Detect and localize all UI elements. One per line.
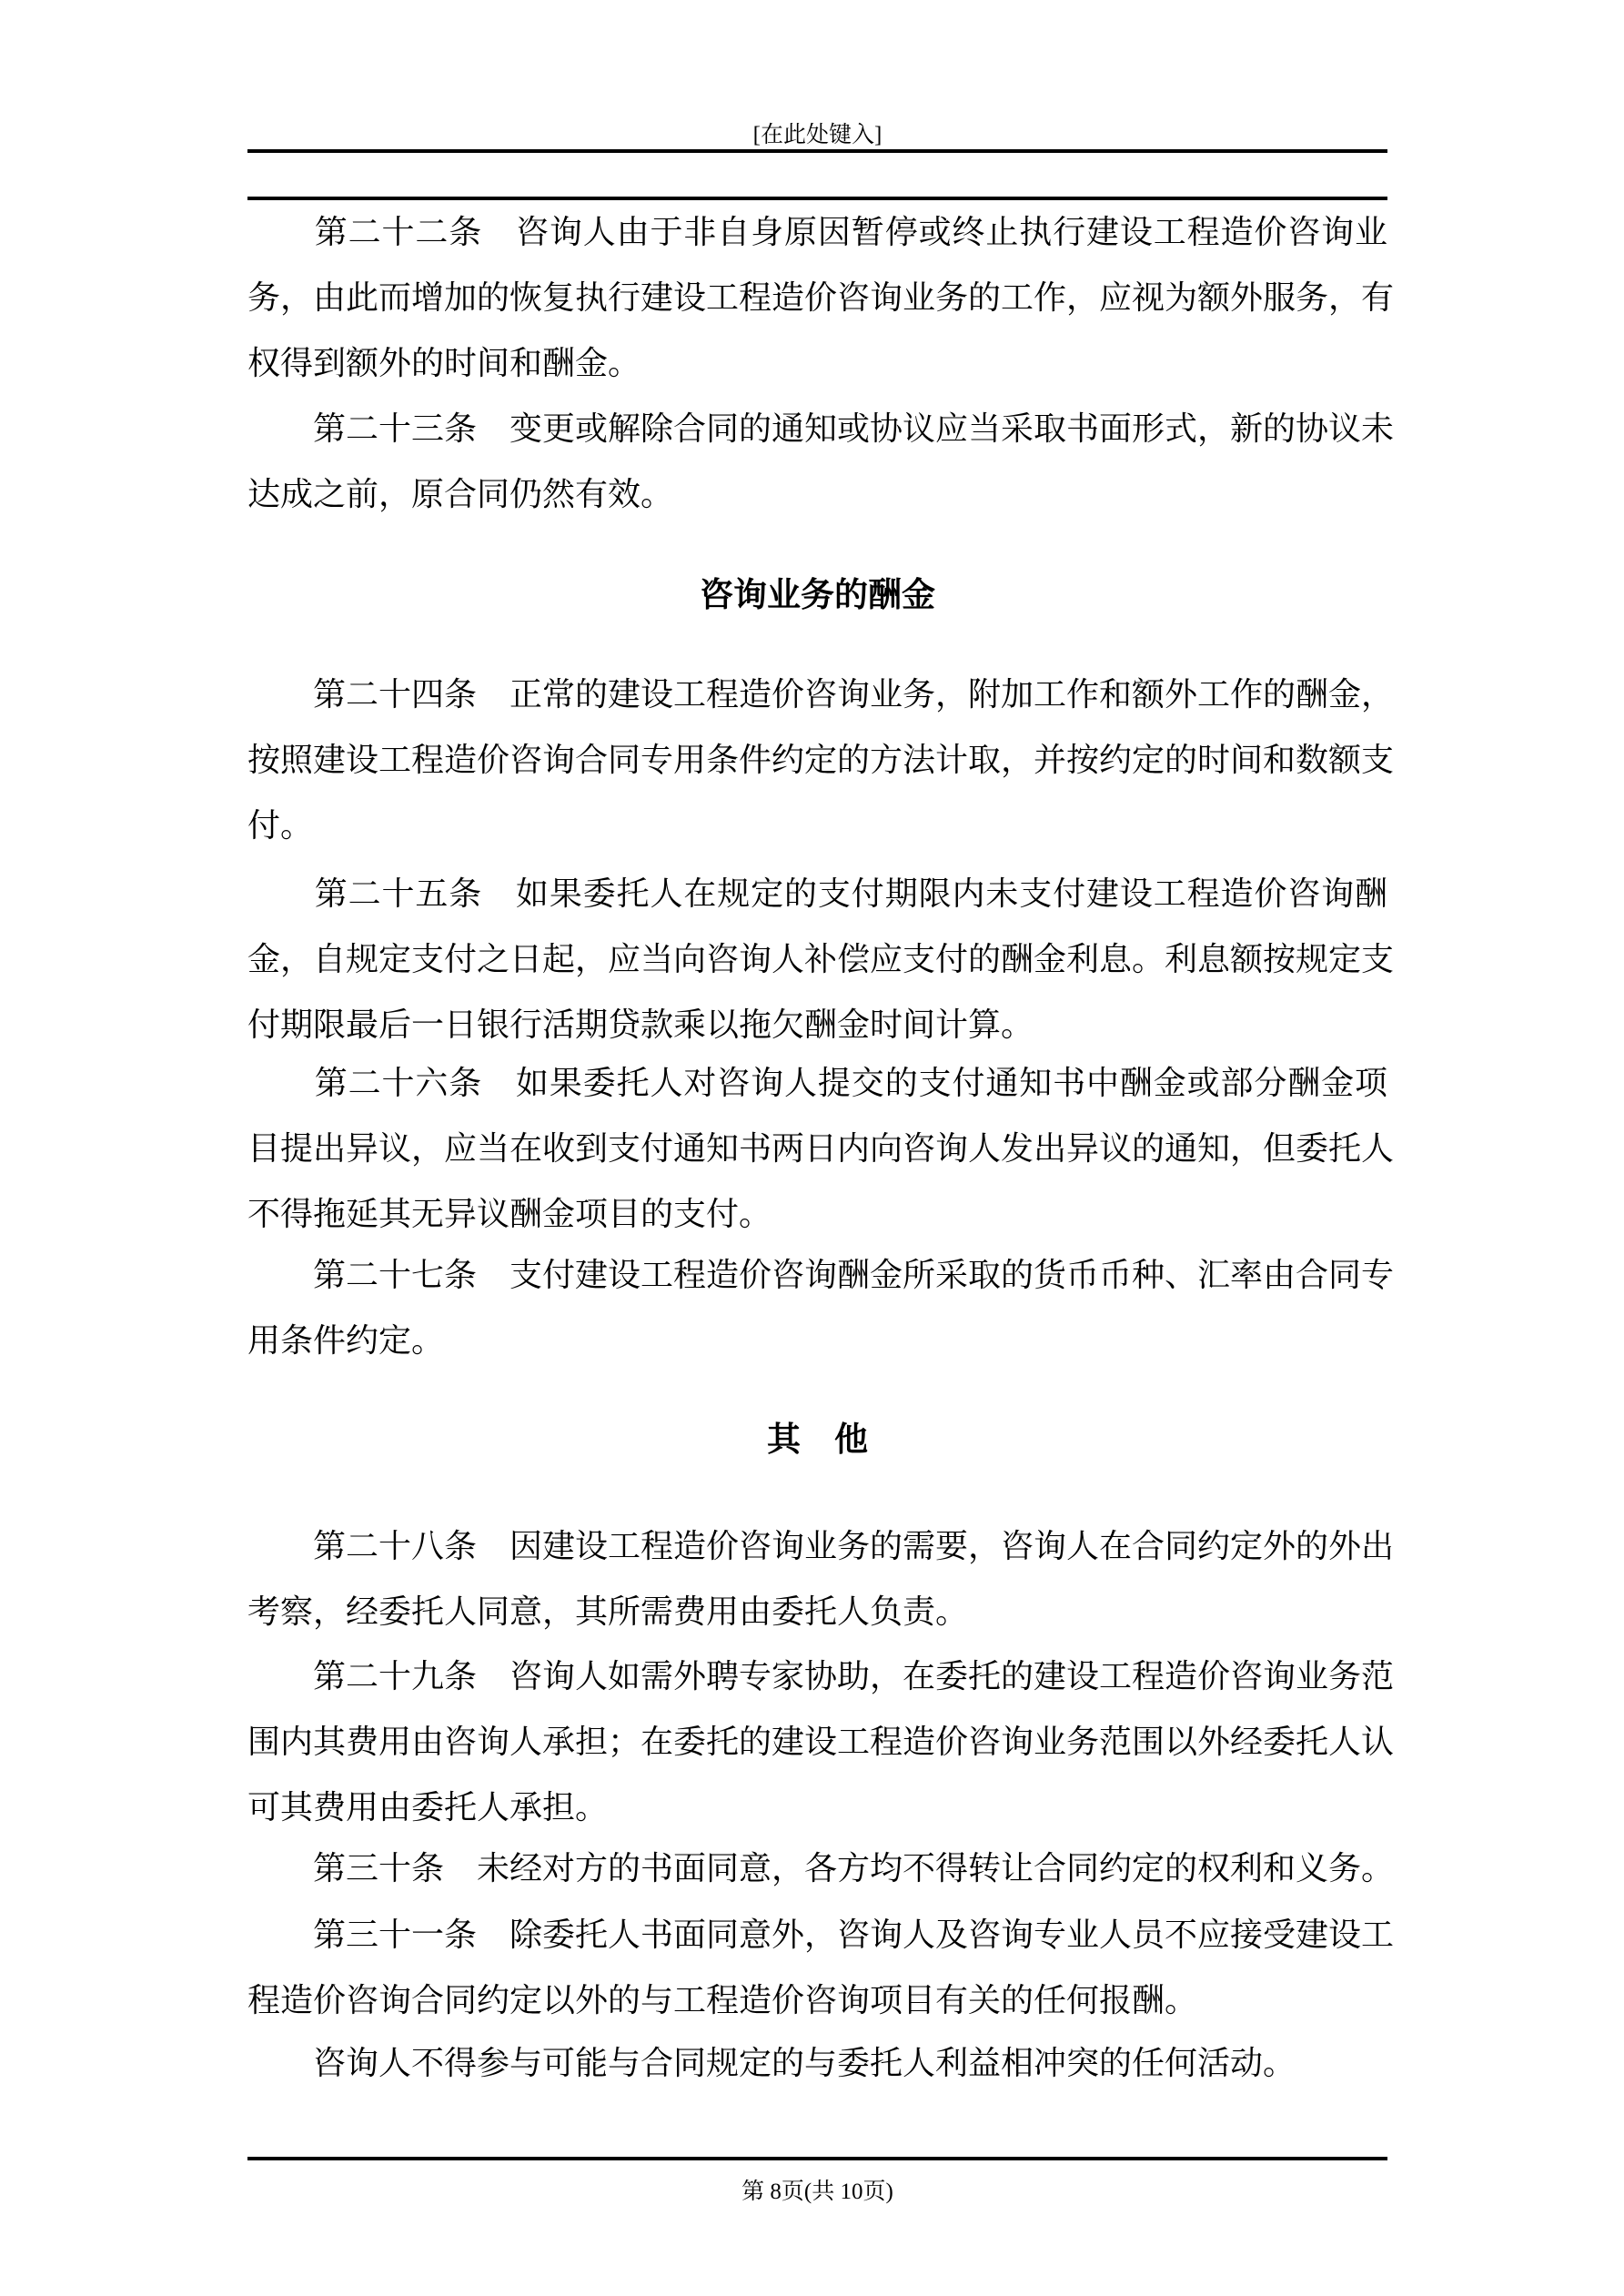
paragraph-line: 金，自规定支付之日起，应当向咨询人补偿应支付的酬金利息。利息额按规定支 xyxy=(247,941,1395,977)
paragraph-line: 考察，经委托人同意，其所需费用由委托人负责。 xyxy=(247,1593,969,1630)
paragraph-line: 可其费用由委托人承担。 xyxy=(247,1789,609,1826)
page-header-text: [在此处键入] xyxy=(752,123,883,147)
page-number: 第 8页(共 10页) xyxy=(741,2180,893,2204)
paragraph-line: 按照建设工程造价咨询合同专用条件约定的方法计取，并按约定的时间和数额支 xyxy=(247,742,1395,778)
paragraph-line: 第三十条 未经对方的书面同意，各方均不得转让合同约定的权利和义务。 xyxy=(247,1850,1395,1886)
paragraph-line: 目提出异议，应当在收到支付通知书两日内向咨询人发出异议的通知，但委托人 xyxy=(247,1130,1395,1167)
paragraph-line: 咨询人不得参与可能与合同规定的与委托人利益相冲突的任何活动。 xyxy=(247,2045,1296,2081)
paragraph-line: 第二十四条 正常的建设工程造价咨询业务，附加工作和额外工作的酬金， xyxy=(247,676,1395,713)
paragraph-line: 第二十八条 因建设工程造价咨询业务的需要，咨询人在合同约定外的外出 xyxy=(247,1528,1395,1564)
paragraph-line: 付期限最后一日银行活期贷款乘以拖欠酬金时间计算。 xyxy=(247,1006,1034,1043)
paragraph-line: 程造价咨询合同约定以外的与工程造价咨询项目有关的任何报酬。 xyxy=(247,1982,1198,2018)
section-heading: 其 他 xyxy=(767,1420,868,1459)
paragraph-line: 第二十六条 如果委托人对咨询人提交的支付通知书中酬金或部分酬金项 xyxy=(247,1065,1387,1101)
paragraph-line: 第二十三条 变更或解除合同的通知或协议应当采取书面形式，新的协议未 xyxy=(247,410,1395,447)
header-rule xyxy=(247,149,1387,153)
paragraph-line: 权得到额外的时间和酬金。 xyxy=(247,345,641,381)
section-heading: 咨询业务的酬金 xyxy=(700,575,935,614)
paragraph-line: 付。 xyxy=(247,807,314,844)
paragraph-line: 用条件约定。 xyxy=(247,1322,445,1359)
footer-rule xyxy=(247,2157,1387,2160)
paragraph-line: 不得拖延其无异议酬金项目的支付。 xyxy=(247,1196,772,1232)
paragraph-line: 达成之前，原合同仍然有效。 xyxy=(247,476,674,512)
paragraph-line: 第二十七条 支付建设工程造价咨询酬金所采取的货币币种、汇率由合同专 xyxy=(247,1257,1395,1293)
paragraph-line: 务，由此而增加的恢复执行建设工程造价咨询业务的工作，应视为额外服务，有 xyxy=(247,279,1395,316)
paragraph-line: 第二十五条 如果委托人在规定的支付期限内未支付建设工程造价咨询酬 xyxy=(247,875,1387,912)
paragraph-line: 第二十九条 咨询人如需外聘专家协助，在委托的建设工程造价咨询业务范 xyxy=(247,1658,1395,1694)
paragraph-line: 第二十二条 咨询人由于非自身原因暂停或终止执行建设工程造价咨询业 xyxy=(247,214,1387,250)
paragraph-line: 围内其费用由咨询人承担；在委托的建设工程造价咨询业务范围以外经委托人认 xyxy=(247,1724,1395,1760)
paragraph-line: 第三十一条 除委托人书面同意外，咨询人及咨询专业人员不应接受建设工 xyxy=(247,1917,1395,1953)
